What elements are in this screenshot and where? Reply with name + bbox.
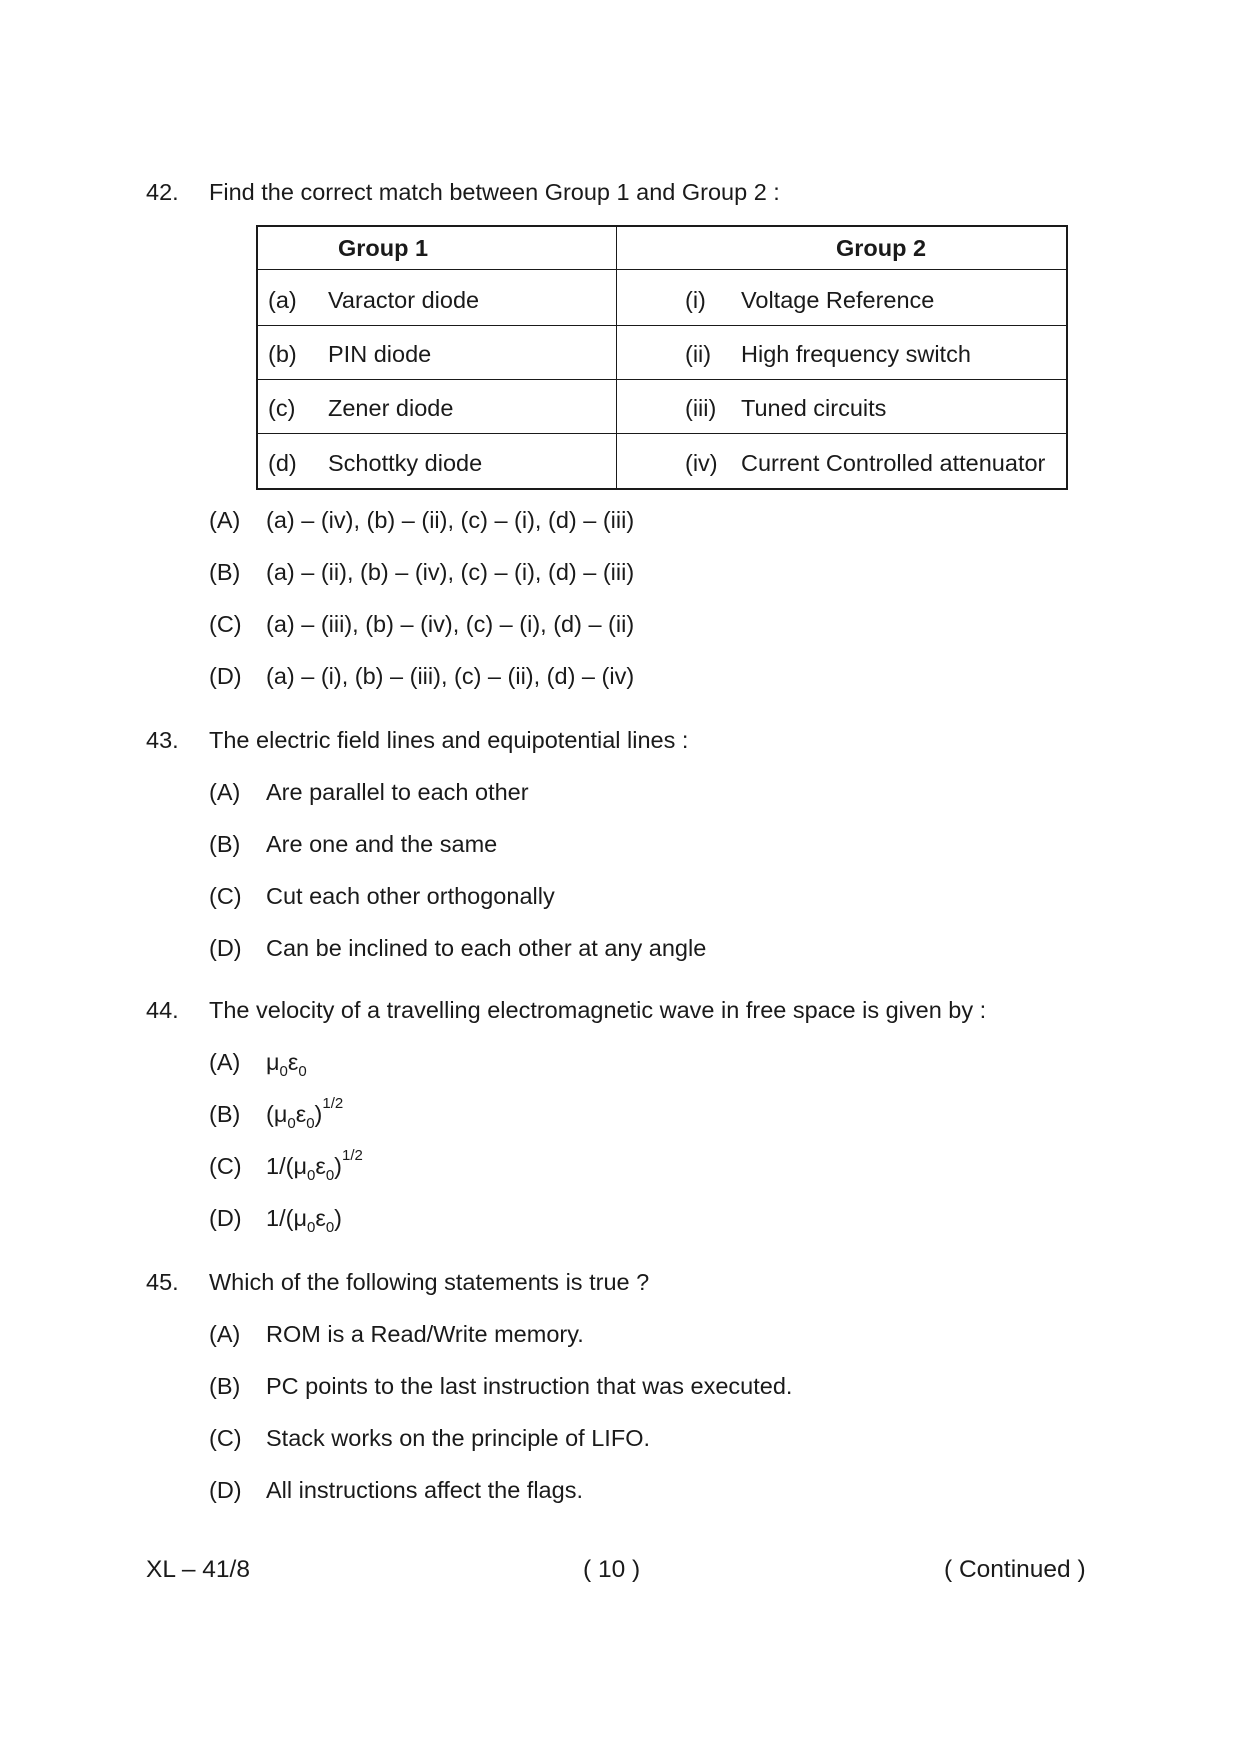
row-right-text: Tuned circuits <box>741 395 887 421</box>
question-42-header <box>0 172 1240 212</box>
option-d[interactable] <box>0 928 1240 980</box>
question-45 <box>0 1262 1240 1522</box>
option-d[interactable] <box>0 1470 1240 1522</box>
option-a[interactable] <box>0 500 1240 552</box>
row-left-label: (c) <box>268 395 296 421</box>
question-text: The velocity of a travelling electromagnetic wave in free space is given by : <box>209 997 987 1023</box>
row-right-text: High frequency switch <box>741 341 971 367</box>
option-label: (C) <box>209 1153 242 1179</box>
option-label: (A) <box>209 1049 241 1075</box>
question-44 <box>0 990 1240 1250</box>
question-43-header <box>0 720 1240 772</box>
table-divider <box>258 379 1066 380</box>
option-label: (D) <box>209 935 242 961</box>
formula-mu0-eps0: $\mu_0\varepsilon_0$ <box>266 1049 307 1080</box>
row-left-text: Zener diode <box>328 395 454 421</box>
question-42-options <box>0 500 1240 708</box>
formula-inverse-mu0-eps0: $1/(\mu_0\varepsilon_0)$ <box>266 1205 342 1236</box>
option-label: (C) <box>209 1425 242 1451</box>
formula-sqrt-mu0-eps0: $(\mu_0\varepsilon_0)^{1/2}$ <box>266 1095 344 1132</box>
row-left-label: (d) <box>268 450 297 476</box>
option-c[interactable] <box>0 604 1240 656</box>
row-right-text: Current Controlled attenuator <box>741 450 1046 476</box>
option-label: (B) <box>209 1373 241 1399</box>
option-text: Can be inclined to each other at any angle <box>266 935 707 961</box>
option-a[interactable] <box>0 1314 1240 1366</box>
option-label: (A) <box>209 1321 241 1347</box>
option-text: Stack works on the principle of LIFO. <box>266 1425 650 1451</box>
question-43 <box>0 720 1240 980</box>
table-divider <box>258 433 1066 434</box>
row-right-label: (i) <box>685 287 706 313</box>
option-label: (D) <box>209 663 242 689</box>
option-b[interactable] <box>0 1366 1240 1418</box>
option-b[interactable] <box>0 824 1240 876</box>
option-label: (B) <box>209 831 241 857</box>
paper-code: XL – 41/8 <box>146 1556 250 1583</box>
option-text: (a) – (ii), (b) – (iv), (c) – (i), (d) – (iii) <box>266 559 635 585</box>
row-right-label: (ii) <box>685 341 712 367</box>
option-text: Cut each other orthogonally <box>266 883 555 909</box>
option-b[interactable] <box>0 1094 1240 1146</box>
row-left-label: (b) <box>268 341 297 367</box>
row-left-text: Varactor diode <box>328 287 480 313</box>
question-text: Find the correct match between Group 1 and Group 2 : <box>209 179 780 205</box>
option-b[interactable] <box>0 552 1240 604</box>
option-a[interactable] <box>0 772 1240 824</box>
option-text: (a) – (iv), (b) – (ii), (c) – (i), (d) – (iii) <box>266 507 635 533</box>
row-left-label: (a) <box>268 287 297 313</box>
option-label: (B) <box>209 1101 241 1127</box>
option-label: (A) <box>209 779 241 805</box>
row-left-text: Schottky diode <box>328 450 483 476</box>
option-text: Are parallel to each other <box>266 779 529 805</box>
row-right-label: (iv) <box>685 450 718 476</box>
question-number: 44. <box>146 997 179 1023</box>
question-number: 43. <box>146 727 179 753</box>
question-42 <box>0 172 1240 212</box>
match-table <box>256 225 1068 490</box>
group-2-header: Group 2 <box>836 235 927 261</box>
continued-note: ( Continued ) <box>944 1556 1086 1583</box>
option-label: (D) <box>209 1477 242 1503</box>
option-label: (C) <box>209 611 242 637</box>
option-text: PC points to the last instruction that was executed. <box>266 1373 793 1399</box>
question-text: The electric field lines and equipotential lines : <box>209 727 689 753</box>
table-divider <box>258 325 1066 326</box>
page-number: ( 10 ) <box>583 1556 641 1583</box>
row-left-text: PIN diode <box>328 341 432 367</box>
question-45-header <box>0 1262 1240 1314</box>
group-1-header: Group 1 <box>338 235 429 261</box>
page-footer <box>0 1550 1240 1590</box>
option-c[interactable] <box>0 1146 1240 1198</box>
question-text: Which of the following statements is true ? <box>209 1269 650 1295</box>
table-divider <box>616 227 617 488</box>
option-c[interactable] <box>0 1418 1240 1470</box>
row-right-text: Voltage Reference <box>741 287 935 313</box>
question-number: 42. <box>146 179 179 205</box>
option-text: (a) – (i), (b) – (iii), (c) – (ii), (d) – (iv) <box>266 663 635 689</box>
option-a[interactable] <box>0 1042 1240 1094</box>
option-label: (C) <box>209 883 242 909</box>
option-text: All instructions affect the flags. <box>266 1477 583 1503</box>
option-d[interactable] <box>0 1198 1240 1250</box>
option-d[interactable] <box>0 656 1240 708</box>
question-44-header <box>0 990 1240 1042</box>
formula-inverse-sqrt-mu0-eps0: $1/(\mu_0\varepsilon_0)^{1/2}$ <box>266 1147 363 1184</box>
row-right-label: (iii) <box>685 395 717 421</box>
option-label: (B) <box>209 559 241 585</box>
option-label: (D) <box>209 1205 242 1231</box>
option-c[interactable] <box>0 876 1240 928</box>
option-label: (A) <box>209 507 241 533</box>
option-text: (a) – (iii), (b) – (iv), (c) – (i), (d) – (ii) <box>266 611 635 637</box>
option-text: Are one and the same <box>266 831 498 857</box>
table-divider <box>258 269 1066 270</box>
option-text: ROM is a Read/Write memory. <box>266 1321 584 1347</box>
question-number: 45. <box>146 1269 179 1295</box>
